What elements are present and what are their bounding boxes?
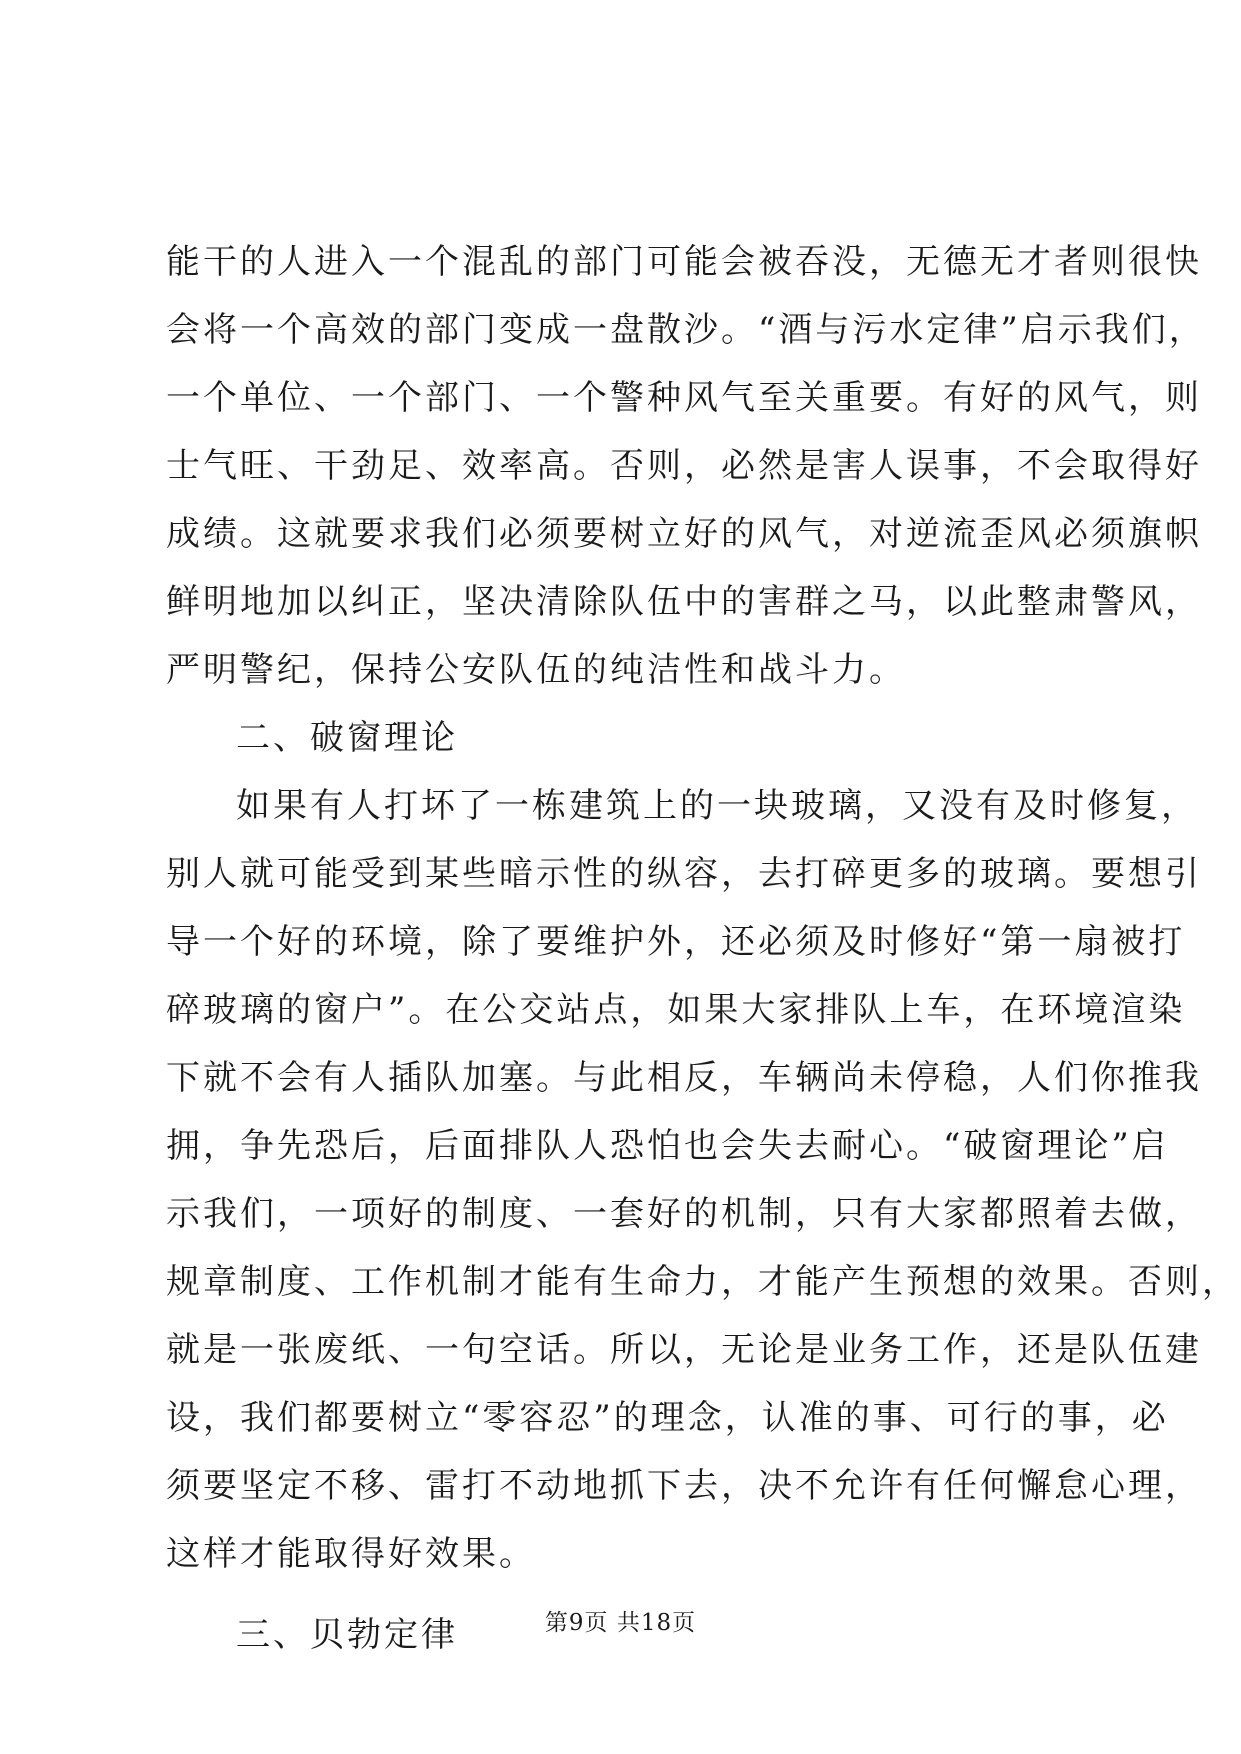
body-line: 成绩。这就要求我们必须要树立好的风气，对逆流歪风必须旗帜 <box>166 514 1202 554</box>
body-line: 能干的人进入一个混乱的部门可能会被吞没，无德无才者则很快 <box>166 242 1202 282</box>
body-line: 设，我们都要树立“零容忍”的理念，认准的事、可行的事，必 <box>166 1398 1169 1438</box>
body-line: 会将一个高效的部门变成一盘散沙。“酒与污水定律”启示我们， <box>166 310 1206 350</box>
body-line: 如果有人打坏了一栋建筑上的一块玻璃，又没有及时修复， <box>236 786 1198 826</box>
body-line: 下就不会有人插队加塞。与此相反，车辆尚未停稳，人们你推我 <box>166 1058 1202 1098</box>
section-heading-bebb-law: 三、贝勃定律 <box>236 1615 458 1655</box>
body-line: 示我们，一项好的制度、一套好的机制，只有大家都照着去做， <box>166 1194 1202 1234</box>
body-line: 规章制度、工作机制才能有生命力，才能产生预想的效果。否则， <box>166 1262 1239 1302</box>
body-line: 就是一张废纸、一句空话。所以，无论是业务工作，还是队伍建 <box>166 1330 1202 1370</box>
body-line: 这样才能取得好效果。 <box>166 1534 536 1574</box>
section-heading-broken-windows: 二、破窗理论 <box>236 718 458 758</box>
document-body <box>166 228 1239 1669</box>
body-line: 拥，争先恐后，后面排队人恐怕也会失去耐心。“破窗理论”启 <box>166 1126 1169 1166</box>
body-line: 碎玻璃的窗户”。在公交站点，如果大家排队上车，在环境渲染 <box>166 990 1186 1030</box>
body-line: 须要坚定不移、雷打不动地抓下去，决不允许有任何懈怠心理， <box>166 1466 1202 1506</box>
body-line: 导一个好的环境，除了要维护外，还必须及时修好“第一扇被打 <box>166 922 1186 962</box>
body-line: 一个单位、一个部门、一个警种风气至关重要。有好的风气，则 <box>166 378 1202 418</box>
paragraph-gap <box>166 1588 1086 1601</box>
body-line: 士气旺、干劲足、效率高。否则，必然是害人误事，不会取得好 <box>166 446 1202 486</box>
page-number-footer: 第9页 共18页 <box>544 1610 697 1636</box>
body-line: 严明警纪，保持公安队伍的纯洁性和战斗力。 <box>166 650 906 690</box>
body-line: 鲜明地加以纠正，坚决清除队伍中的害群之马，以此整肃警风， <box>166 582 1202 622</box>
body-line: 别人就可能受到某些暗示性的纵容，去打碎更多的玻璃。要想引 <box>166 854 1202 894</box>
